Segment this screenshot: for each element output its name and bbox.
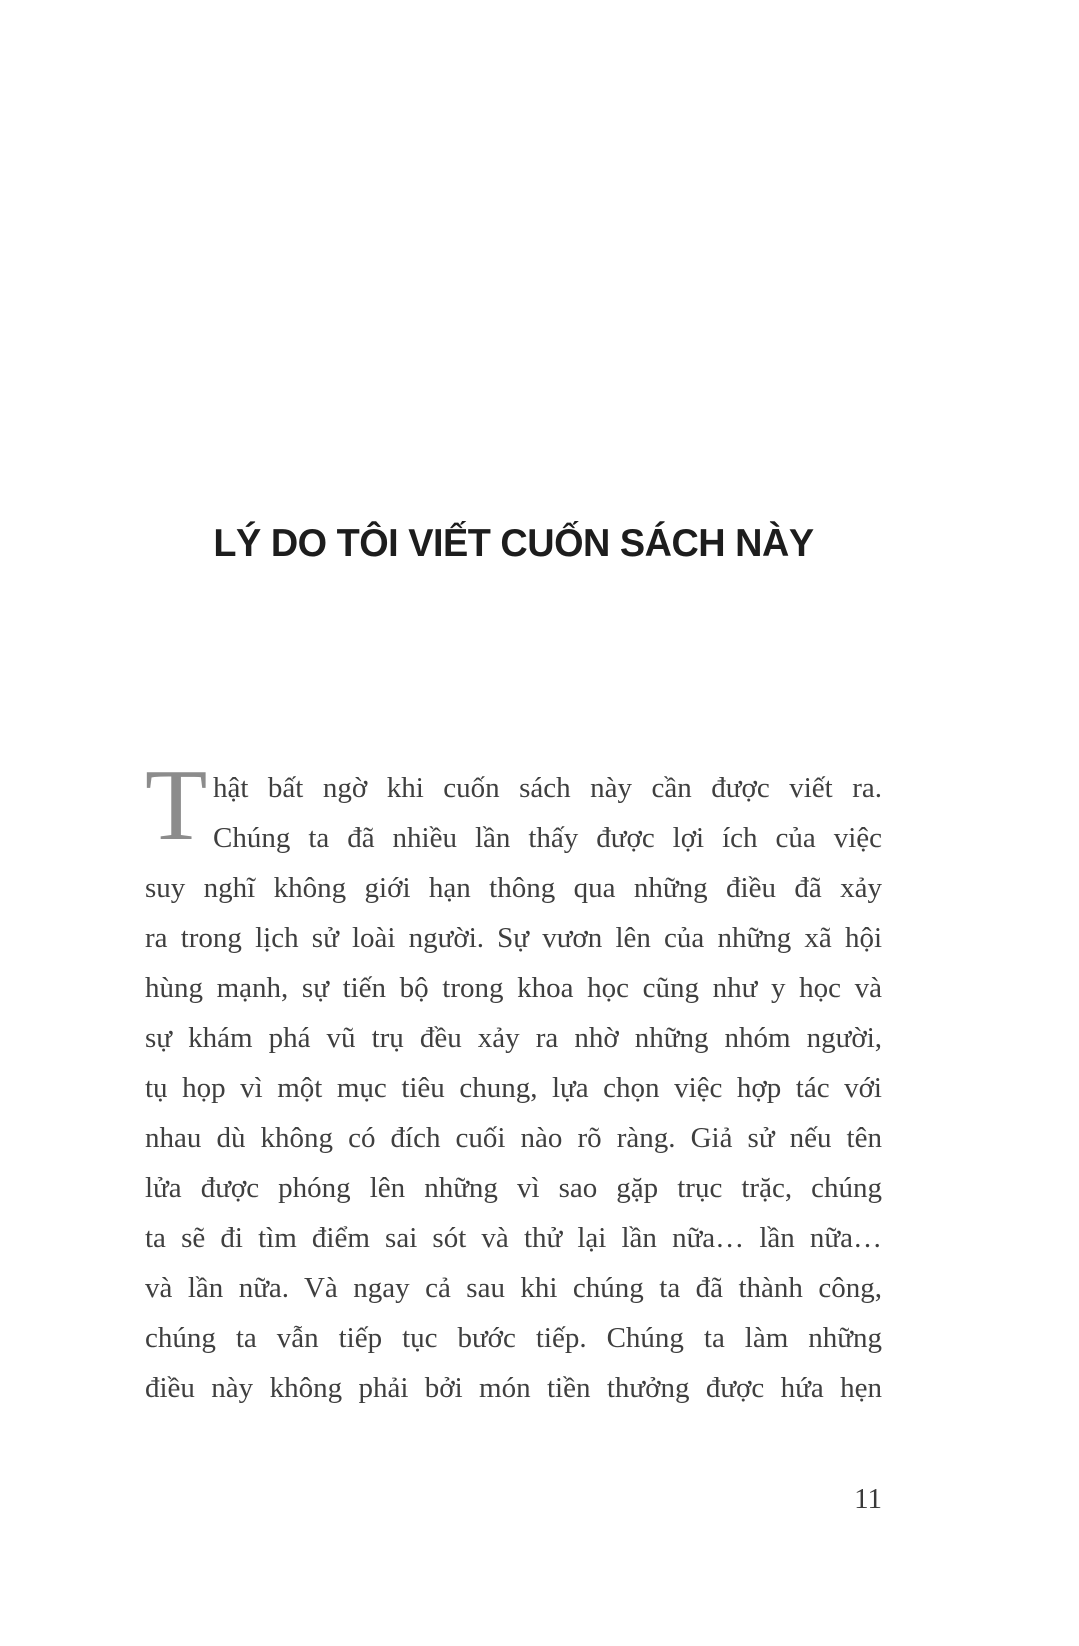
text-line: hật bất ngờ khi cuốn sách này cần được viết ra.	[213, 772, 882, 804]
drop-cap: T	[145, 749, 208, 862]
text-line: nhau dù không có đích cuối nào rõ ràng. Giả sử nếu tên	[145, 1122, 882, 1154]
text-line: ra trong lịch sử loài người. Sự vươn lên của những xã hội	[145, 922, 882, 954]
text-line: điều này không phải bởi món tiền thưởng được hứa hẹn	[145, 1372, 882, 1404]
text-line: hùng mạnh, sự tiến bộ trong khoa học cũng như y học và	[145, 972, 882, 1004]
text-line: và lần nữa. Và ngay cả sau khi chúng ta đã thành công,	[145, 1272, 882, 1304]
text-line: tụ họp vì một mục tiêu chung, lựa chọn việc hợp tác với	[145, 1072, 882, 1104]
text-line: chúng ta vẫn tiếp tục bước tiếp. Chúng ta làm những	[145, 1322, 882, 1354]
text-line: lửa được phóng lên những vì sao gặp trục trặc, chúng	[145, 1172, 882, 1204]
page-number: 11	[854, 1483, 882, 1515]
text-line: sự khám phá vũ trụ đều xảy ra nhờ những nhóm người,	[145, 1022, 882, 1054]
chapter-title: LÝ DO TÔI VIẾT CUỐN SÁCH NÀY	[213, 522, 814, 565]
text-line: ta sẽ đi tìm điểm sai sót và thử lại lần nữa… lần nữa…	[145, 1222, 882, 1254]
body-paragraph	[145, 749, 882, 1413]
text-line: Chúng ta đã nhiều lần thấy được lợi ích của việc	[213, 822, 882, 854]
text-line: suy nghĩ không giới hạn thông qua những điều đã xảy	[145, 872, 882, 904]
